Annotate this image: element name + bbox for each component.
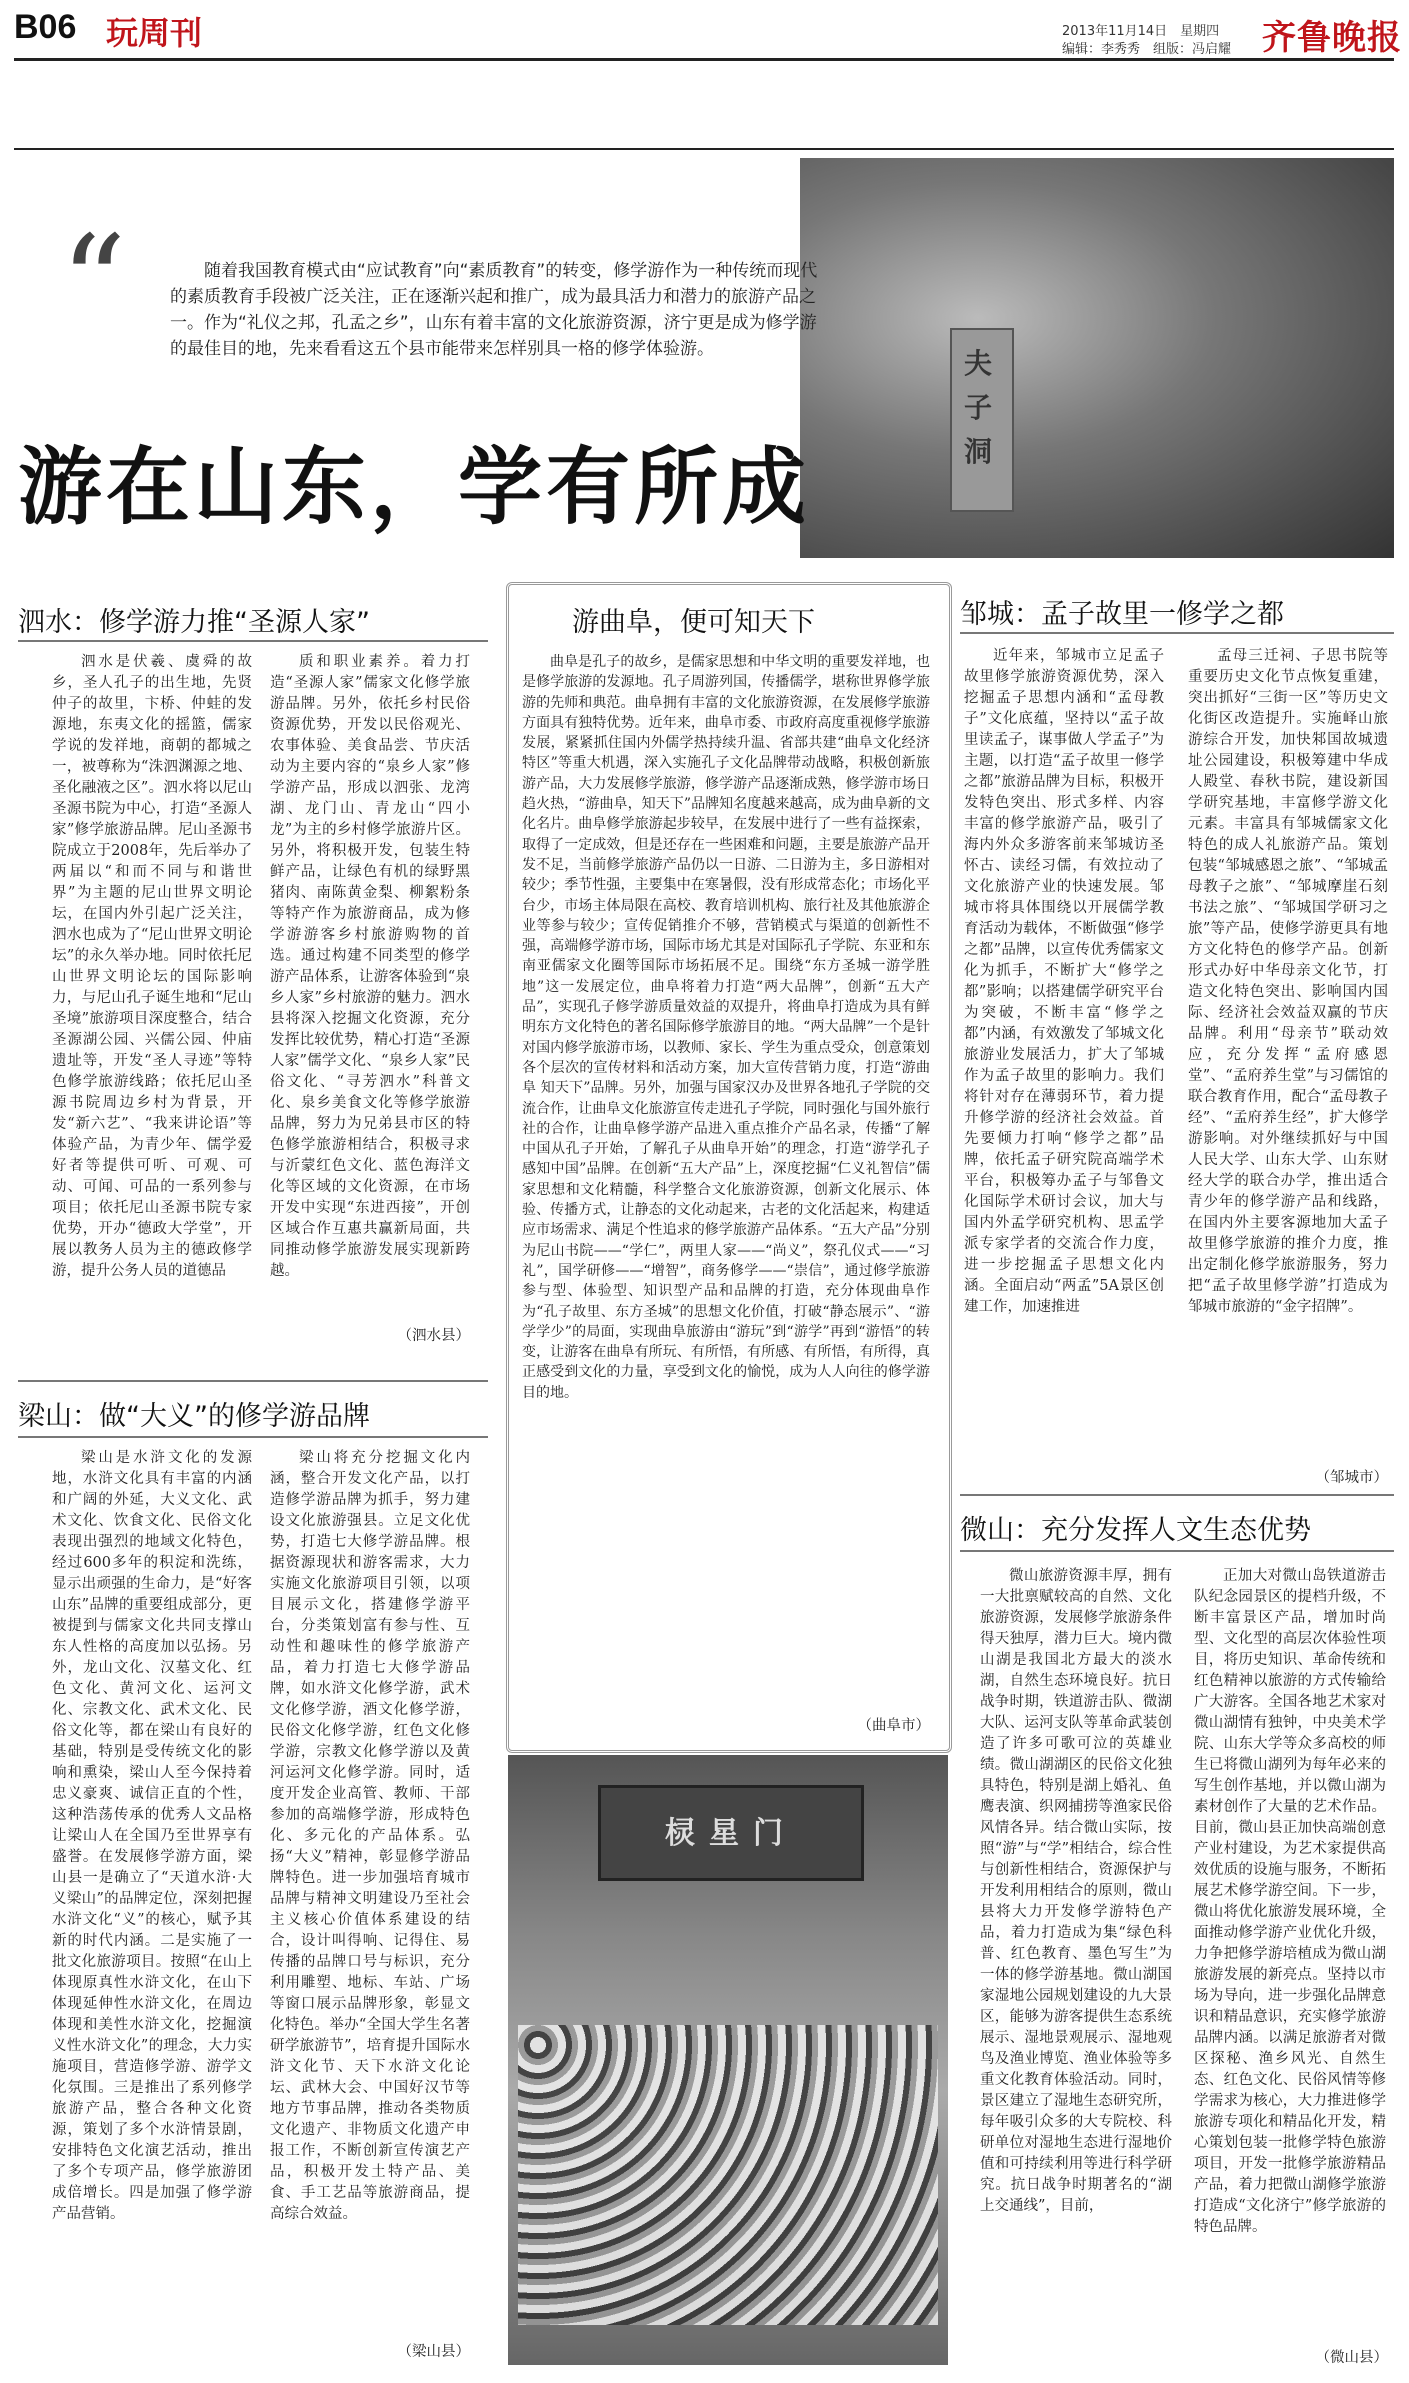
- sishui-rule: [18, 640, 488, 642]
- weishan-top-rule: [960, 1494, 1394, 1496]
- liangshan-rule: [18, 1436, 488, 1438]
- zoucheng-column-1: 近年来，邹城市立足孟子故里修学旅游资源优势，深入挖掘孟子思想内涵和“孟母教子”文化底蕴，坚持以“孟子故里读孟子，谋事做人学孟子”为主题，以打造“孟子故里一修学之都”旅游品牌为目标，积极开发特色突出、形式多样、内容丰富的修学旅游产品，吸引了海内外众多游客前来邹城访圣怀古、读经习儒，有效拉动了文化旅游产业的快速发展。邹城市将具体围绕以开展儒学教育活动为载体，不断做强“修学之都”品牌，以宣传优秀儒家文化为抓手，不断扩大“修学之都”影响；以搭建儒学研究平台为突破，不断丰富“修学之都”内涵，有效激发了邹城文化旅游业发展活力，扩大了邹城作为孟子故里的影响力。我们将针对存在薄弱环节，着力提升修学游的经济社会效益。首先要倾力打响“修学之都”品牌，依托孟子研究院高端学术平台，积极筹办孟子与邹鲁文化国际学术研讨会议，加大与国内外孟学研究机构、思孟学派专家学者的交流合作力度，进一步挖掘孟子思想文化内涵。全面启动“两孟”5A景区创建工作，加速推进: [964, 648, 1164, 1315]
- zoucheng-rule: [960, 632, 1394, 634]
- qufu-body: 曲阜是孔子的故乡，是儒家思想和中华文明的重要发祥地，也是修学旅游的发源地。孔子周游列国，传播儒学，堪称世界修学旅游的先师和典范。曲阜拥有丰富的文化旅游资源，在发展修学旅游方面具有独特优势。近年来，曲阜市委、市政府高度重视修学旅游发展，紧紧抓住国内外儒学热持续升温、省部共建“曲阜文化经济特区”等重大机遇，深入实施孔子文化品牌带动战略，积极创新旅游产品，大力发展修学旅游，修学游产品逐渐成熟，修学游市场日趋火热，“游曲阜，知天下”品牌知名度越来越高，成为曲阜新的文化名片。曲阜修学旅游起步较早，在发展中进行了一些有益探索，取得了一定成效，但是还存在一些困难和问题，主要是旅游产品开发不足，当前修学旅游产品仍以一日游、二日游为主，多日游相对较少；季节性强，主要集中在寒暑假，没有形成常态化；市场化平台少，市场主体局限在高校、教育培训机构、旅行社及其他旅游企业等参与较少；宣传促销推介不够，营销模式与渠道的创新性不强，高端修学游市场，国际市场尤其是对国际孔子学院、东亚和东南亚儒家文化圈等国际市场拓展不足。围绕“东方圣城一游学胜地”这一发展定位，曲阜将着力打造“两大品牌”，创新“五大产品”，实现孔子修学游质量效益的双提升，将曲阜打造成为具有鲜明东方文化特色的著名国际修学旅游目的地。“两大品牌”一个是针对国内修学旅游市场，以教师、家长、学生为重点受众，创意策划各个层次的宣传材料和活动方案，加大宣传营销力度，打造“游曲阜 知天下”品牌。另外，加强与国家汉办及世界各地孔子学院的交流合作，让曲阜文化旅游宣传走进孔子学院，同时强化与国外旅行社的合作，让曲阜修学游产品进入重点推介产品名录，传播“了解中国从孔子开始，了解孔子从曲阜开始”的理念，打造“游学孔子 感知中国”品牌。在创新“五大产品”上，深度挖掘“仁义礼智信”儒家思想和文化精髓，科学整合文化旅游资源，创新文化展示、体验、传播方式，让静态的文化动起来，古老的文化活起来，构建适应市场需求、满足个性追求的修学旅游产品体系。“五大产品”分别为尼山书院——“学仁”，两里人家——“尚义”，祭孔仪式——“习礼”，国学研修——“增智”，商务修学——“崇信”，通过修学旅游参与型、体验型、知识型产品和品牌的打造，充分体现曲阜作为“孔子故里、东方圣城”的思想文化价值，打破“静态展示”、“游学学少”的局面，实现曲阜旅游由“游玩”到“游学”再到“游悟”的转变，让游客在曲阜有所玩、有所悟，有所感、有所悟，有所得，真正感受到文化的力量，享受到文化的愉悦，成为人人向往的修学游目的地。: [522, 654, 930, 1401]
- weishan-credit: （微山县）: [1315, 2350, 1388, 2366]
- liangshan-column-1: 梁山是水浒文化的发源地，水浒文化具有丰富的内涵和广阔的外延，大义文化、武术文化、饮食文化、民俗文化表现出强烈的地域文化特色，经过600多年的积淀和洗练，显示出顽强的生命力，是“好客山东”品牌的重要组成部分，更被提到与儒家文化共同支撑山东人性格的高度加以弘扬。另外，龙山文化、汉墓文化、红色文化、黄河文化、运河文化、宗教文化、武术文化、民俗文化等，都在梁山有良好的基础，特别是受传统文化的影响和熏染，梁山人至今保持着忠义豪爽、诚信正直的个性，这种浩荡传承的优秀人文品格让梁山人在全国乃至世界享有盛誉。在发展修学游方面，梁山县一是确立了“天道水浒·大义梁山”的品牌定位，深刻把握水浒文化“义”的核心，赋予其新的时代内涵。二是实施了一批文化旅游项目。按照“在山上体现原真性水浒文化，在山下体现延伸性水浒文化，在周边体现和美性水浒文化，挖掘演义性水浒文化”的理念，大力实施项目，营造修学游、游学文化氛围。三是推出了系列修学旅游产品，整合各种文化资源，策划了多个水浒情景剧，安排特色文化演艺活动，推出了多个专项产品，修学旅游团成倍增长。四是加强了修学游产品营销。: [52, 1450, 252, 2222]
- sishui-credit: （泗水县）: [397, 1328, 470, 1344]
- weishan-title: 微山：充分发挥人文生态优势: [960, 1515, 1311, 1546]
- lingxing-gate-group-photo: [508, 1755, 948, 2365]
- stele-inscription: 夫子洞: [964, 347, 993, 468]
- sishui-column-2: 质和职业素养。着力打造“圣源人家”儒家文化修学旅游品牌。另外，依托乡村民俗资源优势，开发以民俗观光、农事体验、美食品尝、节庆活动为主要内容的“泉乡人家”修学游产品，形成以泗张、龙湾湖、龙门山、青龙山“四小龙”为主的乡村修学旅游片区。另外，将积极开发，包装生特鲜产品，让绿色有机的绿野黑猪肉、南陈黄金梨、柳絮粉条等特产作为旅游商品，成为修学游游客乡村旅游购物的首选。通过构建不同类型的修学游产品体系，让游客体验到“泉乡人家”乡村旅游的魅力。泗水县将深入挖掘文化资源，充分发挥比较优势，精心打造“圣源人家”儒学文化、“泉乡人家”民俗文化、“寻芳泗水”科普文化、泉乡美食文化等修学旅游品牌，努力为兄弟县市区的特色修学旅游相结合，积极寻求与沂蒙红色文化、蓝色海洋文化等区域的文化资源，在市场开发中实现“东进西接”，开创区域合作互惠共赢新局面，共同推动修学旅游发展实现新跨越。: [270, 654, 470, 1279]
- zoucheng-credit: （邹城市）: [1315, 1470, 1388, 1486]
- sishui-title: 泗水：修学游力推“圣源人家”: [18, 607, 370, 638]
- weishan-column-1: 微山旅游资源丰厚，拥有一大批禀赋较高的自然、文化旅游资源，发展修学旅游条件得天独厚，潜力巨大。境内微山湖是我国北方最大的淡水湖，自然生态环境良好。抗日战争时期，铁道游击队、微湖大队、运河支队等革命武装创造了许多可歌可泣的英雄业绩。微山湖湖区的民俗文化独具特色，特别是湖上婚礼、鱼鹰表演、织网捕捞等渔家民俗风情各异。结合微山实际，按照“游”与“学”相结合，综合性与创新性相结合，资源保护与开发利用相结合的原则，微山县将大力开发修学游特色产品，着力打造成为集“绿色科普、红色教育、墨色写生”为一体的修学游基地。微山湖国家湿地公园规划建设的九大景区，能够为游客提供生态系统展示、湿地景观展示、湿地观鸟及渔业博览、渔业体验等多重文化教育体验活动。同时，景区建立了湿地生态研究所，每年吸引众多的大专院校、科研单位对湿地生态进行湿地价值和可持续利用等进行科学研究。抗日战争时期著名的“湖上交通线”，目前，: [980, 1568, 1172, 2214]
- stele: [950, 328, 1014, 512]
- liangshan-title: 梁山：做“大义”的修学游品牌: [18, 1401, 370, 1432]
- intro-paragraph: 随着我国教育模式由“应试教育”向“素质教育”的转变，修学游作为一种传统而现代的素质教育手段被广泛关注，正在逐渐兴起和推广，成为最具活力和潜力的旅游产品之一。作为“礼仪之邦，孔孟之乡”，山东有着丰富的文化旅游资源，济宁更是成为修学游的最佳目的地，先来看看这五个县市能带来怎样别具一格的修学体验游。: [170, 261, 818, 359]
- page-number: B06: [14, 8, 77, 46]
- section-title: 玩周刊: [106, 14, 203, 52]
- zoucheng-column-2: 孟母三迁祠、子思书院等重要历史文化节点恢复重建，突出抓好“三街一区”等历史文化街区改造提升。实施峄山旅游综合开发，加快邾国故城遗址公园建设，积极筹建中华成人殿堂、春秋书院，建设新国学研究基地，丰富修学游文化元素。丰富具有邹城儒家文化特色的成人礼旅游产品。策划包装“邹城感恩之旅”、“邹城孟母教子之旅”、“邹城摩崖石刻书法之旅”、“邹城国学研习之旅”等产品，使修学游更具有地方文化特色的修学产品。创新形式办好中华母亲文化节，打造文化特色突出、影响国内国际、经济社会效益双赢的节庆品牌。利用“母亲节”联动效应，充分发挥“孟府感恩堂”、“孟府养生堂”与习儒馆的联合教育作用，配合“孟母教子经”、“孟府养生经”，扩大修学游影响。对外继续抓好与中国人民大学、山东大学、山东财经大学的联合办学，推出适合青少年的修学游产品和线路，在国内外主要客源地加大孟子故里修学旅游的推介力度，推出定制化修学旅游服务，努力把“孟子故里修学游”打造成为邹城市旅游的“金字招牌”。: [1188, 648, 1388, 1315]
- weishan-column-2: 正加大对微山岛铁道游击队纪念园景区的提档升级，不断丰富景区产品，增加时尚型、文化型的高层次体验性项目，将历史知识、革命传统和红色精神以旅游的方式传输给广大游客。全国各地艺术家对微山湖情有独钟，中央美术学院、山东大学等众多高校的师生已将微山湖列为每年必来的写生创作基地，并以微山湖为素材创作了大量的艺术作品。目前，微山县正加快高端创意产业村建设，为艺术家提供高效优质的设施与服务，不断拓展艺术修学游空间。下一步，微山将优化旅游发展环境，全面推动修学游产业优化升级，力争把修学游培植成为微山湖旅游发展的新亮点。坚持以市场为导向，进一步强化品牌意识和精品意识，充实修学旅游品牌内涵。以满足旅游者对微区探秘、渔乡风光、自然生态、红色文化、民俗风情等修学需求为核心，大力推进修学旅游专项化和精品化开发，精心策划包装一批修学特色旅游项目，开发一批修学旅游精品产品，着力把微山湖修学旅游打造成“文化济宁”修学旅游的特色品牌。: [1194, 1568, 1386, 2235]
- quote-mark-icon: “: [60, 207, 127, 359]
- zoucheng-title: 邹城：孟子故里一修学之都: [960, 599, 1284, 630]
- qufu-title: 游曲阜，便可知天下: [572, 607, 815, 638]
- issue-date: 2013年11月14日 星期四: [1062, 24, 1220, 39]
- gate-plaque: [598, 1785, 864, 1881]
- main-headline: 游在山东，学有所成: [18, 438, 811, 536]
- student-crowd: [518, 2025, 938, 2325]
- weishan-rule: [960, 1550, 1394, 1552]
- header-rule: [14, 58, 1394, 61]
- qufu-credit: （曲阜市）: [857, 1718, 930, 1734]
- liangshan-credit: （梁山县）: [397, 2344, 470, 2360]
- sishui-column-1: 泗水是伏羲、虞舜的故乡，圣人孔子的出生地，先贤仲子的故里，卞桥、仲蛙的发源地，东夷文化的摇篮，儒家学说的发祥地，商朝的都城之一，被尊称为“洙泗渊源之地、圣化融液之区”。泗水将以尼山圣源书院为中心，打造“圣源人家”修学旅游品牌。尼山圣源书院成立于2008年，先后举办了两届以“和而不同与和谐世界”为主题的尼山世界文明论坛，在国内外引起广泛关注，泗水也成为了“尼山世界文明论坛”的永久举办地。同时依托尼山世界文明论坛的国际影响力，与尼山孔子诞生地和“尼山圣境”旅游项目深度整合，结合圣源湖公园、兴儒公园、仲庙遗址等，开发“圣人寻迹”等特色修学旅游线路；依托尼山圣源书院周边乡村为背景，开发“新六艺”、“我来讲论语”等体验产品，为青少年、儒学爱好者等提供可听、可观、可动、可闻、可品的一系列参与项目；依托尼山圣源书院专家优势，开办“德政大学堂”，开展以教务人员为主的德政修学游，提升公务人员的道德品: [52, 654, 252, 1279]
- gate-inscription: 棂星门: [665, 1816, 797, 1851]
- liangshan-column-2: 梁山将充分挖掘文化内涵，整合开发文化产品，以打造修学游品牌为抓手，努力建设文化旅游强县。立足文化优势，打造七大修学游品牌。根据资源现状和游客需求，大力实施文化旅游项目引领，以项目展示文化，搭建修学游平台，分类策划富有参与性、互动性和趣味性的修学旅游产品，着力打造七大修学游品牌，如水浒文化修学游，武术文化修学游，酒文化修学游，民俗文化修学游，红色文化修学游，宗教文化修学游以及黄河运河文化修学游。同时，适度开发企业高管、教师、干部参加的高端修学游，形成特色化、多元化的产品体系。弘扬“大义”精神，彰显修学游品牌特色。进一步加强培育城市品牌与精神文明建设乃至社会主义核心价值体系建设的结合，设计叫得响、记得住、易传播的品牌口号与标识，充分利用雕塑、地标、车站、广场等窗口展示品牌形象，彰显文化特色。举办“全国大学生名著研学旅游节”，培育提升国际水浒文化节、天下水浒文化论坛、武林大会、中国好汉节等地方节事品牌，推动各类物质文化遗产、非物质文化遗产申报工作，不断创新宣传演艺产品，积极开发土特产品、美食、手工艺品等旅游商品，提高综合效益。: [270, 1450, 470, 2222]
- liangshan-top-rule: [18, 1380, 488, 1382]
- editor-credits: 编辑：李秀秀 组版：冯启耀: [1062, 42, 1232, 57]
- graduation-photo: [800, 158, 1394, 558]
- top-rule: [14, 148, 1394, 150]
- newspaper-masthead: 齐鲁晚报: [1262, 18, 1402, 58]
